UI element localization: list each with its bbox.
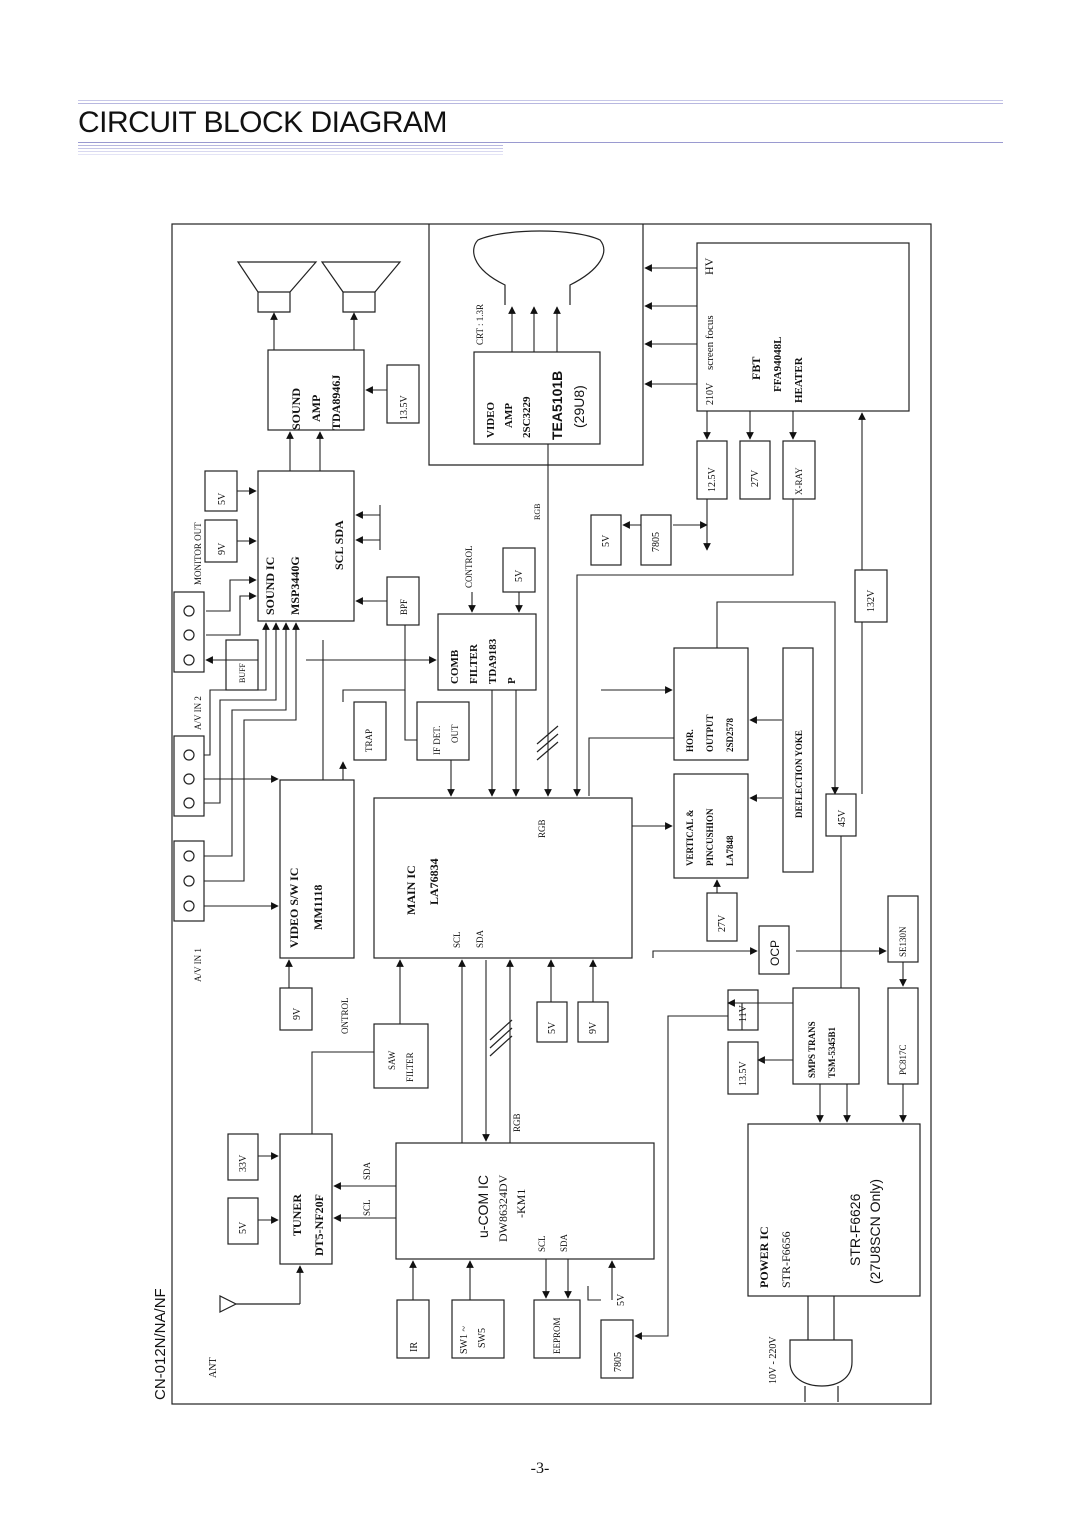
rgb-label: RGB — [512, 1113, 522, 1132]
video-amp-part: TEA5101B — [549, 370, 565, 440]
deflection-yoke-label: DEFLECTION YOKE — [794, 730, 804, 818]
crt-tube-shape — [474, 231, 604, 305]
power-ic-label: POWER IC — [757, 1226, 771, 1288]
crt-label: CRT : 1.3R — [475, 303, 485, 345]
power-ic-block — [748, 1124, 920, 1296]
sound-ic-bus: SCL SDA — [332, 520, 346, 570]
voltage-label: 11V — [738, 1005, 749, 1022]
sound-ic-label: SOUND IC — [263, 556, 277, 615]
power-note: STR-F6626 — [847, 1193, 863, 1266]
fbt-label: FBT — [749, 356, 763, 380]
ucom-label: u-COM IC — [475, 1175, 491, 1238]
scl-label: SCL — [362, 1199, 372, 1216]
power-note-model: (27U8SCN Only) — [867, 1178, 883, 1284]
voltage-label: 132V — [866, 589, 877, 612]
smps-label: SMPS TRANS TSM-5345B1 — [807, 1021, 837, 1078]
voltage-label: 13.5V — [399, 395, 410, 420]
voltage-label: 27V — [717, 914, 728, 932]
video-sw-label: VIDEO S/W IC — [287, 867, 301, 948]
sw-label: SW1 ~ SW5 — [459, 1326, 488, 1354]
mains-label: 10V - 220V — [768, 1336, 779, 1384]
sound-amp-label: SOUND AMP TDA8946J — [289, 374, 343, 430]
voltage-label: 5V — [217, 492, 228, 505]
voltage-label: 9V — [217, 542, 228, 555]
ucom-scl: SCL — [537, 1235, 547, 1252]
antenna-icon — [220, 1296, 236, 1312]
voltage-label: 12.5V — [707, 467, 718, 492]
comb-filter-label: COMB FILTER TDA9183 P — [449, 638, 518, 684]
fbt-screen-focus: screen focus — [704, 315, 716, 370]
trap-label: TRAP — [364, 728, 374, 752]
main-ic-scl: SCL — [452, 931, 462, 948]
voltage-label: 45V — [837, 809, 848, 827]
voltage-label: 5V — [238, 1221, 249, 1234]
fbt-part: FFA94048L — [772, 336, 784, 392]
voltage-label: 5V — [616, 1293, 627, 1306]
voltage-label: 5V — [514, 569, 525, 582]
v5-box — [228, 1198, 258, 1244]
ir-label: IR — [409, 1342, 420, 1352]
buff-label: BUFF — [238, 662, 247, 683]
se130n-label: SE130N — [898, 926, 908, 957]
smps-trans-block — [793, 988, 859, 1084]
ontrol-label: ONTROL — [340, 997, 350, 1034]
tuner-part: DT5-NF20F — [312, 1194, 326, 1256]
reg-label: 7805 — [613, 1352, 624, 1372]
power-ic-part: STR-F6656 — [779, 1231, 793, 1288]
monitor-out-connector — [174, 592, 204, 672]
left-speaker-icon — [238, 262, 316, 312]
eeprom-label: EEPROM — [552, 1317, 562, 1354]
saw-filter-box — [374, 1024, 428, 1088]
voltage-label: 13.5V — [738, 1061, 749, 1086]
fbt-heater: HEATER — [793, 357, 805, 403]
rgb-label: RGB — [537, 819, 547, 838]
rgb-label: RGB — [533, 503, 542, 520]
ocp-label: OCP — [768, 939, 782, 966]
main-ic-sda: SDA — [475, 929, 485, 948]
av-in1-connector — [174, 841, 204, 921]
main-ic-label: MAIN IC — [404, 865, 418, 915]
ucom-part-suffix: -KM1 — [514, 1188, 528, 1218]
voltage-label: 9V — [588, 1021, 599, 1034]
voltage-label: 33V — [238, 1154, 249, 1172]
page-title: CIRCUIT BLOCK DIAGRAM — [78, 106, 447, 139]
ucom-sda: SDA — [559, 1233, 569, 1252]
pc817c-label: PC817C — [898, 1044, 908, 1075]
if-det-box — [417, 702, 469, 760]
x-ray-label: X-RAY — [794, 467, 804, 495]
voltage-label: 9V — [292, 1007, 303, 1020]
right-speaker-icon — [322, 262, 400, 312]
sound-ic-part: MSP3440G — [288, 556, 302, 615]
av-in2-connector — [174, 736, 204, 816]
av-in1-label: A/V IN 1 — [193, 948, 203, 982]
bpf-label: BPF — [399, 598, 409, 615]
hor-output-label: HOR. OUTPUT 2SD2578 — [685, 714, 735, 752]
tuner-label: TUNER — [290, 1193, 304, 1236]
video-amp-label: VIDEO AMP 2SC3229 — [485, 396, 533, 438]
page-number: -3- — [530, 1460, 550, 1477]
voltage-label: 5V — [601, 534, 612, 547]
voltage-label: 27V — [750, 469, 761, 487]
monitor-out-label: MONITOR OUT — [193, 522, 203, 585]
av-in2-label: A/V IN 2 — [193, 696, 203, 730]
model-label: CN-012N/NA/NF — [152, 1288, 169, 1400]
vertical-label: VERTICAL & PINCUSHION LA7848 — [685, 808, 735, 866]
video-amp-model: (29U8) — [571, 385, 587, 428]
voltage-label: 5V — [547, 1021, 558, 1034]
power-plug-icon — [790, 1340, 852, 1386]
sda-label: SDA — [362, 1161, 372, 1180]
ucom-part: DW86324DV — [496, 1174, 510, 1242]
control-label: CONTROL — [464, 545, 474, 588]
video-sw-part: MM1118 — [311, 884, 325, 930]
fbt-210v: 210V — [705, 382, 716, 405]
saw-filter-label: SAW FILTER — [387, 1050, 415, 1082]
main-ic-part: LA76834 — [427, 858, 441, 905]
fbt-hv: HV — [702, 257, 716, 275]
if-det-label: IF DET. OUT — [432, 724, 460, 755]
crt-section — [429, 224, 643, 465]
reg-label: 7805 — [651, 532, 662, 552]
ant-label: ANT — [208, 1357, 219, 1378]
